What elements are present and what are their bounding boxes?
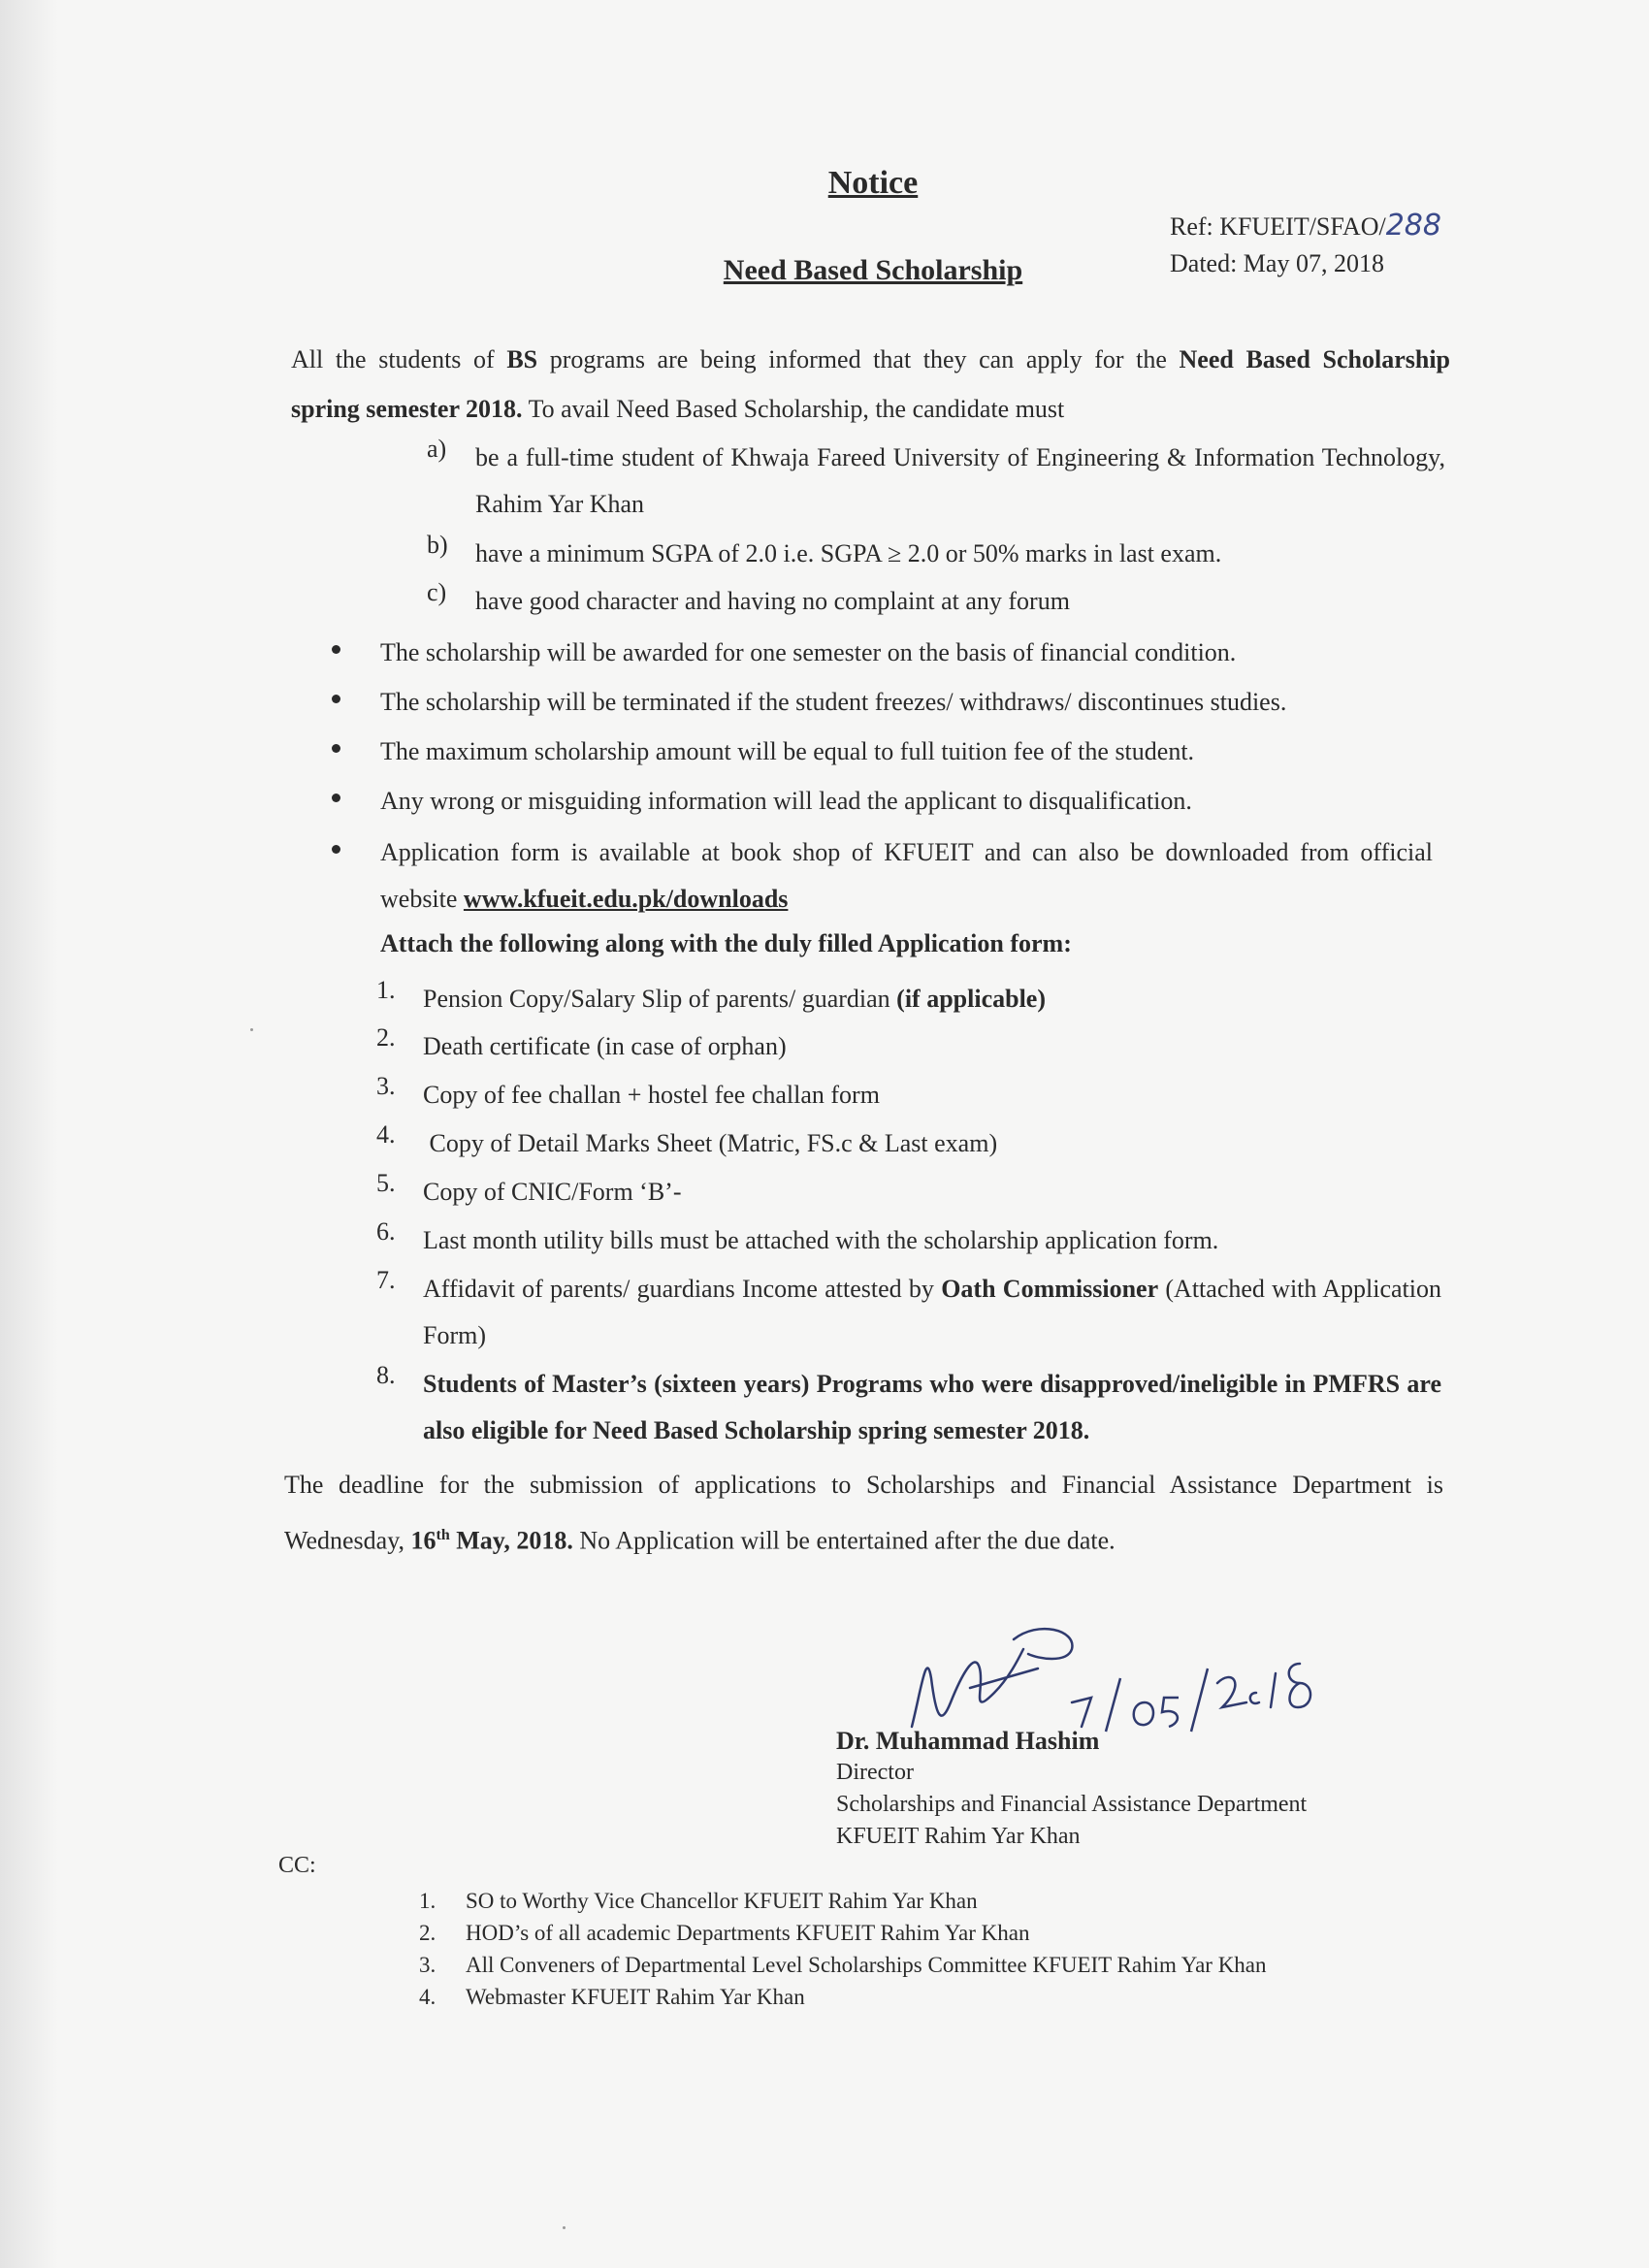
attachment-label: 4.	[376, 1120, 396, 1149]
deadline-day: 16	[410, 1526, 436, 1555]
scan-speck	[250, 1028, 253, 1031]
attachment-text: Students of Master’s (sixteen years) Programs who were disapproved/ineligible in PMFRS are also eligible for Need Based Scholarship spring semester 2018.	[423, 1370, 1441, 1444]
intro-text-2: programs are being informed that they can apply for the	[537, 345, 1180, 373]
downloads-link[interactable]: www.kfueit.edu.pk/downloads	[463, 885, 789, 913]
criteria-label: a)	[427, 435, 447, 463]
attachment-label: 3.	[376, 1072, 396, 1100]
intro-bold-bs: BS	[506, 345, 538, 373]
criteria-text: have good character and having no complaint at any forum	[475, 587, 1070, 615]
attachment-text: Copy of fee challan + hostel fee challan form	[423, 1081, 880, 1109]
cc-item-text: Webmaster KFUEIT Rahim Yar Khan	[466, 1985, 805, 2009]
attachment-text	[423, 1266, 1441, 1359]
deadline-paragraph	[284, 1460, 1443, 1567]
ref-number: 288	[1385, 209, 1441, 243]
intro-line-2	[291, 385, 1450, 434]
cc-item-label: 3.	[419, 1953, 436, 1977]
attachment-text: Last month utility bills must be attached with the scholarship application form.	[423, 1226, 1219, 1254]
signatory-department: Scholarships and Financial Assistance Department	[836, 1792, 1308, 1817]
bullet-text: Any wrong or misguiding information will lead the applicant to disqualification.	[380, 787, 1192, 815]
bullet-icon	[332, 845, 340, 854]
attachment-label: 8.	[376, 1361, 396, 1389]
attachment-label: 6.	[376, 1217, 396, 1246]
cc-item	[419, 1917, 1267, 1949]
deadline-date: May, 2018.	[449, 1526, 573, 1555]
attachment-plain: Pension Copy/Salary Slip of parents/ guardian	[423, 985, 897, 1013]
cc-item-label: 4.	[419, 1985, 436, 2009]
attachment-label: 2.	[376, 1023, 396, 1052]
criteria-label: b)	[427, 531, 448, 559]
cc-item-text: All Conveners of Departmental Level Scholarships Committee KFUEIT Rahim Yar Khan	[466, 1953, 1267, 1977]
attachment-label: 5.	[376, 1169, 396, 1197]
signatory-name: Dr. Muhammad Hashim	[836, 1727, 1100, 1755]
bullet-icon	[332, 695, 340, 703]
intro-bold-semester: spring semester 2018.	[291, 395, 523, 423]
cc-item-text: SO to Worthy Vice Chancellor KFUEIT Rahim Yar Khan	[466, 1889, 978, 1913]
notice-subtitle: Need Based Scholarship	[723, 254, 1023, 286]
attach-heading: Attach the following along with the duly filled Application form:	[380, 929, 1072, 957]
attachment-bold: Oath Commissioner	[941, 1275, 1159, 1303]
intro-bold-scholarship: Need Based Scholarship	[1179, 345, 1450, 373]
notice-title: Notice	[827, 165, 919, 201]
criteria-text: be a full-time student of Khwaja Fareed University of Engineering & Information Technology, Rahim Yar Khan	[475, 443, 1445, 518]
reference-block	[1170, 208, 1441, 282]
attachment-text: Death certificate (in case of orphan)	[423, 1032, 787, 1060]
scan-shadow	[0, 0, 58, 2268]
bullet-icon	[332, 794, 340, 802]
criteria-text: have a minimum SGPA of 2.0 i.e. SGPA ≥ 2.0 or 50% marks in last exam.	[475, 539, 1222, 567]
bullet-last-text: Application form is available at book shop of KFUEIT and can also be downloaded from official website	[380, 838, 1433, 913]
bullet-text	[380, 829, 1433, 923]
bullet-text: The scholarship will be terminated if the student freezes/ withdraws/ discontinues studies.	[380, 688, 1287, 716]
cc-list	[419, 1885, 1267, 2013]
attachment-label: 7.	[376, 1266, 396, 1294]
signatory-block	[836, 1725, 1307, 1853]
dated: Dated: May 07, 2018	[1170, 249, 1384, 277]
bullet-icon	[332, 744, 340, 753]
deadline-sup: th	[436, 1527, 450, 1543]
signatory-org: KFUEIT Rahim Yar Khan	[836, 1824, 1081, 1849]
attachment-bold: (if applicable)	[896, 985, 1047, 1013]
attachment-after: (Attached with Application Form)	[423, 1275, 1441, 1349]
cc-item-label: 2.	[419, 1921, 436, 1945]
criteria-label: c)	[427, 578, 447, 606]
cc-item	[419, 1885, 1267, 1917]
intro-paragraph	[291, 335, 1450, 385]
scan-speck	[563, 2226, 566, 2229]
bullet-icon	[332, 645, 340, 654]
signatory-title: Director	[836, 1760, 914, 1785]
ref-label: Ref: KFUEIT/SFAO/	[1170, 212, 1386, 241]
bullet-text: The maximum scholarship amount will be equal to full tuition fee of the student.	[380, 737, 1195, 765]
intro-text-3: To avail Need Based Scholarship, the candidate must	[522, 395, 1065, 423]
bullet-text: The scholarship will be awarded for one semester on the basis of financial condition.	[380, 638, 1237, 666]
attachment-text	[423, 976, 1441, 1022]
intro-text-1: All the students of	[291, 345, 507, 373]
deadline-text: The deadline for the submission of applications to Scholarships and Financial Assistance Department is Wednesday,	[284, 1471, 1443, 1555]
attachment-text: Copy of CNIC/Form ‘B’-	[423, 1178, 682, 1206]
attachment-label: 1.	[376, 976, 396, 1004]
cc-item	[419, 1981, 1267, 2013]
cc-item-label: 1.	[419, 1889, 436, 1913]
attachment-text: Copy of Detail Marks Sheet (Matric, FS.c & Last exam)	[423, 1129, 998, 1157]
cc-item	[419, 1949, 1267, 1981]
deadline-text-2: No Application will be entertained after the due date.	[572, 1526, 1116, 1555]
cc-label: CC:	[278, 1853, 316, 1878]
cc-item-text: HOD’s of all academic Departments KFUEIT Rahim Yar Khan	[466, 1921, 1030, 1945]
attachment-plain: Affidavit of parents/ guardians Income attested by	[423, 1275, 942, 1303]
